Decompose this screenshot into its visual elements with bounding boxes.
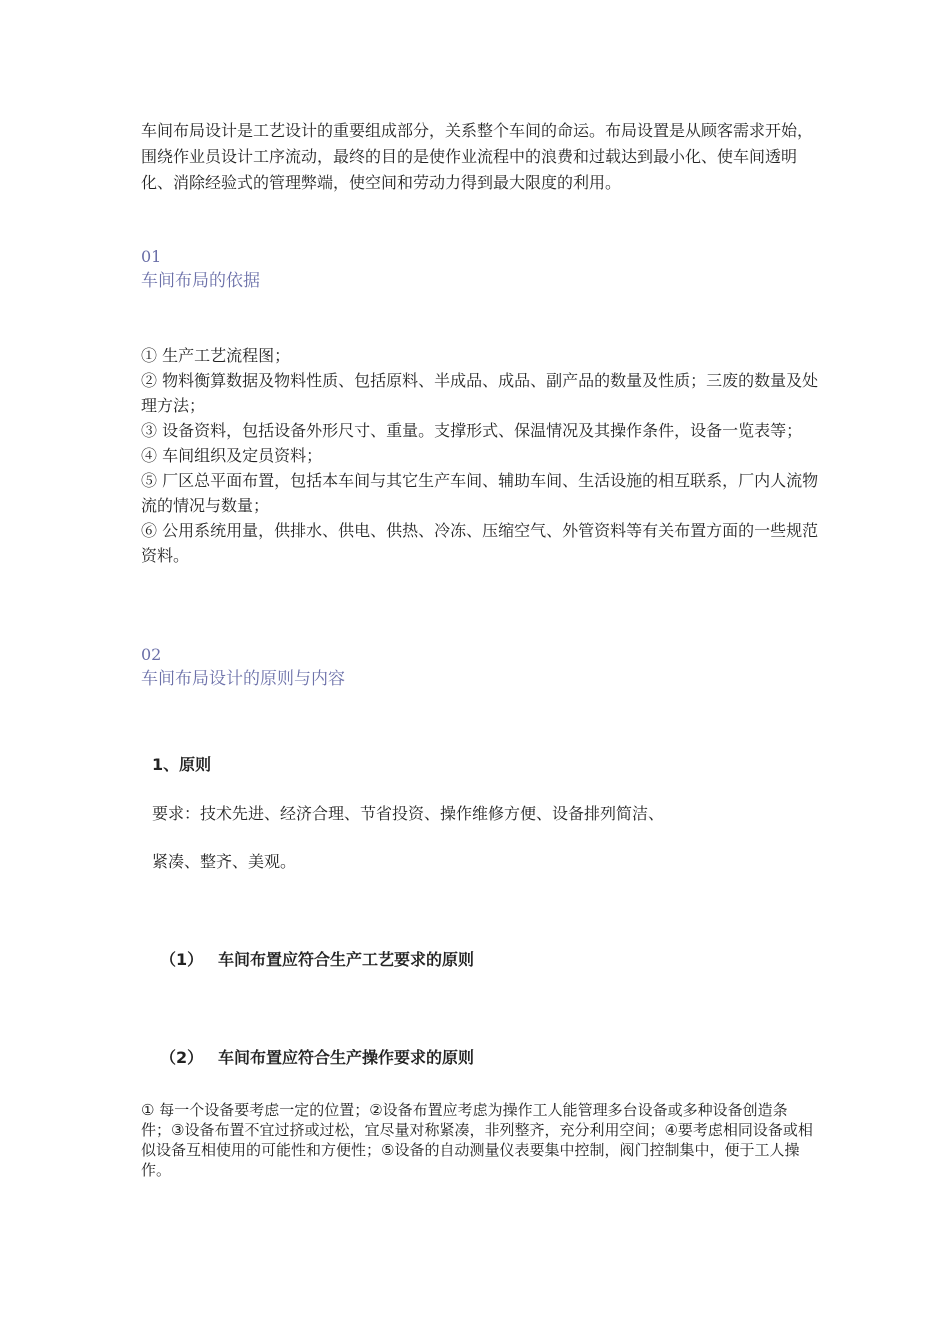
section-2-number: 02 [141, 645, 162, 664]
section-1-number: 01 [141, 247, 162, 266]
list-item: ⑤ 厂区总平面布置，包括本车间与其它生产车间、辅助车间、生活设施的相互联系，厂内人流物流的情况与数量； [141, 471, 819, 515]
sub-heading-1 [160, 948, 474, 972]
basis-list [141, 343, 821, 568]
list-item: ④ 车间组织及定员资料； [141, 446, 323, 465]
list-item: ② 物料衡算数据及物料性质、包括原料、半成品、成品、副产品的数量及性质；三废的数量及处理方法； [141, 371, 819, 415]
sub-heading-2 [160, 1046, 474, 1070]
sub-heading-2-number: （2） [160, 1048, 204, 1067]
section-2-title: 车间布局设计的原则与内容 [141, 669, 345, 689]
requirement-line-1: 要求：技术先进、经济合理、节省投资、操作维修方便、设备排列简洁、 [152, 804, 665, 823]
sub-heading-1-text: 车间布置应符合生产工艺要求的原则 [218, 950, 475, 969]
list-item: ① 生产工艺流程图； [141, 346, 291, 365]
intro-paragraph: 车间布局设计是工艺设计的重要组成部分，关系整个车间的命运。布局设置是从顾客需求开始，围绕作业员设计工序流动，最终的目的是使作业流程中的浪费和过载达到最小化、使车间透明化、消除经验式的管理弊端，使空间和劳动力得到最大限度的利用。 [141, 121, 814, 192]
principle-heading: 1、原则 [152, 755, 212, 774]
sub-heading-2-text: 车间布置应符合生产操作要求的原则 [218, 1048, 475, 1067]
list-item: ⑥ 公用系统用量，供排水、供电、供热、冷冻、压缩空气、外管资料等有关布置方面的一些规范资料。 [141, 521, 819, 565]
requirement-line-2: 紧凑、整齐、美观。 [152, 852, 297, 871]
sub-heading-1-number: （1） [160, 950, 204, 969]
section-1-title: 车间布局的依据 [141, 271, 260, 291]
operation-paragraph: ① 每一个设备要考虑一定的位置；②设备布置应考虑为操作工人能管理多台设备或多种设备创造条件；③设备布置不宜过挤或过松，宜尽量对称紧凑，非列整齐，充分利用空间；④要考虑相同设备或相似设备互相使用的可能性和方便性；⑤设备的自动测量仪表要集中控制，阀门控制集中，便于工人操作。 [141, 1101, 813, 1179]
list-item: ③ 设备资料，包括设备外形尺寸、重量。支撑形式、保温情况及其操作条件，设备一览表等； [141, 421, 803, 440]
